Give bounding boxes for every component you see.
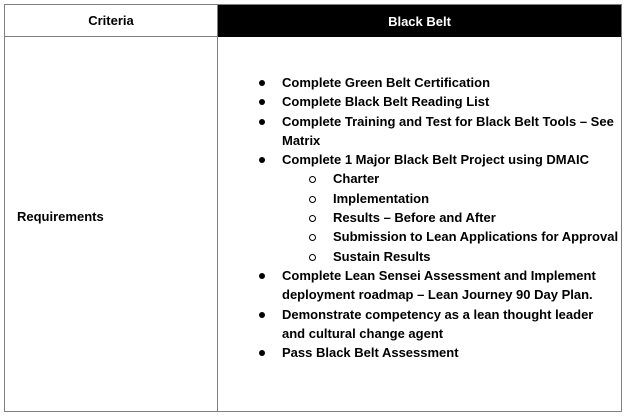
- sub-list-item: [282, 208, 620, 227]
- sub-list-item: [282, 227, 620, 246]
- sub-list-item: [282, 189, 620, 208]
- bullet-icon: [259, 157, 265, 163]
- hollow-bullet-icon: [309, 234, 316, 241]
- dmaic-sublist: [282, 169, 620, 265]
- sub-list-item-text: Charter: [333, 171, 380, 187]
- bullet-icon: [259, 350, 265, 356]
- sub-list-item: [282, 247, 620, 266]
- list-item-text: Complete Black Belt Reading List: [282, 94, 490, 110]
- list-item: [250, 343, 620, 362]
- list-item-text: Demonstrate competency as a lean thought leader and cultural change agent: [282, 306, 594, 341]
- list-item: [250, 73, 620, 92]
- list-item-text: Pass Black Belt Assessment: [282, 345, 459, 361]
- list-item: [250, 266, 620, 305]
- list-item: [250, 150, 620, 266]
- bullet-icon: [259, 119, 265, 125]
- hollow-bullet-icon: [309, 254, 316, 261]
- sub-list-item-text: Results – Before and After: [333, 210, 496, 226]
- criteria-table: [4, 4, 622, 412]
- requirements-list: [250, 73, 620, 362]
- sub-list-item-text: Sustain Results: [333, 248, 431, 264]
- list-item: [250, 305, 620, 344]
- bullet-icon: [259, 312, 265, 318]
- list-item-text: Complete 1 Major Black Belt Project using DMAIC: [282, 152, 590, 168]
- requirements-list-container: [250, 73, 620, 362]
- bullet-icon: [259, 80, 265, 86]
- header-black-belt: Black Belt: [218, 5, 621, 37]
- list-item: [250, 92, 620, 111]
- hollow-bullet-icon: [309, 196, 316, 203]
- sub-list-item-text: Submission to Lean Applications for Approval: [333, 229, 619, 245]
- list-item: [250, 112, 620, 151]
- hollow-bullet-icon: [309, 176, 316, 183]
- bullet-icon: [259, 99, 265, 105]
- list-item-text: Complete Green Belt Certification: [282, 75, 491, 90]
- row-label-requirements: Requirements: [17, 209, 104, 224]
- list-item-text: Complete Training and Test for Black Belt Tools – See Matrix: [282, 113, 614, 148]
- sub-list-item: [282, 169, 620, 188]
- hollow-bullet-icon: [309, 215, 316, 222]
- header-criteria: Criteria: [5, 5, 218, 37]
- column-divider: [217, 37, 218, 411]
- sub-list-item-text: Implementation: [333, 190, 430, 206]
- bullet-icon: [259, 273, 265, 279]
- list-item-text: Complete Lean Sensei Assessment and Implement deployment roadmap – Lean Journey 90 Day Plan.: [282, 267, 596, 303]
